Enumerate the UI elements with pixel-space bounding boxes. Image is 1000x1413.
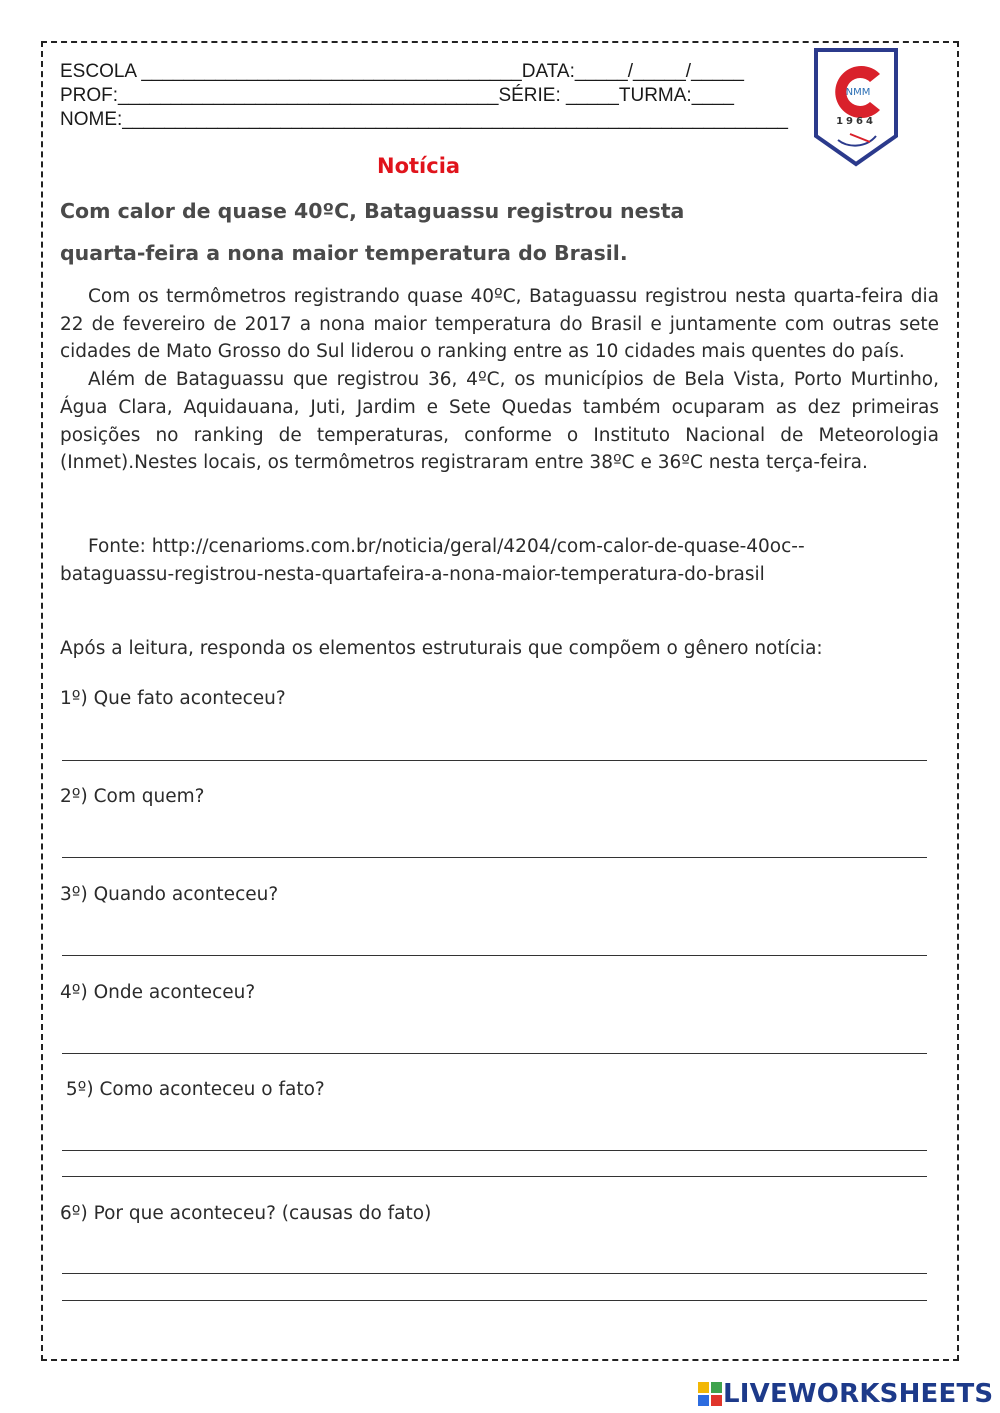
article-body [60,283,939,477]
answer-line-1[interactable] [62,760,927,761]
headline-line-1: Com calor de quase 40ºC, Bataguassu registrou nesta [60,199,685,223]
article-source [60,533,939,588]
answer-line-5b[interactable] [62,1176,927,1177]
answer-line-6b[interactable] [62,1300,927,1301]
question-6: 6º) Por que aconteceu? (causas do fato) [60,1203,432,1224]
header-name-line: NOME:_______________________________________________________________ [60,109,788,130]
question-2: 2º) Com quem? [60,786,205,807]
source-line-1: Fonte: http://cenarioms.com.br/noticia/geral/4204/com-calor-de-quase-40oc-- [88,536,805,557]
header-school-date-line: ESCOLA ____________________________________DATA:_____/_____/_____ [60,61,744,82]
question-5: 5º) Como aconteceu o fato? [60,1079,325,1100]
header-teacher-grade-line: PROF:____________________________________SÉRIE: _____TURMA:____ [60,85,734,106]
answer-line-6a[interactable] [62,1273,927,1274]
question-3: 3º) Quando aconteceu? [60,884,279,905]
answer-line-2[interactable] [62,857,927,858]
exercise-instruction: Após a leitura, responda os elementos estruturais que compõem o gênero notícia: [60,638,823,659]
question-1: 1º) Que fato aconteceu? [60,688,286,709]
headline-line-2: quarta-feira a nona maior temperatura do Brasil. [60,241,628,265]
crest-initials: NMM [845,87,871,98]
question-4: 4º) Onde aconteceu? [60,982,256,1003]
liveworksheets-watermark [697,1378,993,1410]
answer-line-5a[interactable] [62,1150,927,1151]
answer-line-4[interactable] [62,1053,927,1054]
genre-title: Notícia [377,154,461,178]
school-crest-icon [808,44,904,170]
liveworksheets-logo-icon [697,1381,723,1407]
article-paragraph-1: Com os termômetros registrando quase 40ºC, Bataguassu registrou nesta quarta-feira dia 22 de fevereiro de 2017 a nona maior temperatura do Brasil e juntamente com outras sete cidades de Mato Grosso do Sul liderou o ranking entre as 10 cidades mais quentes do país. [60,286,939,363]
watermark-text: LIVEWORKSHEETS [723,1379,994,1409]
answer-line-3[interactable] [62,955,927,956]
source-line-2: bataguassu-registrou-nesta-quartafeira-a-nona-maior-temperatura-do-brasil [60,563,765,585]
crest-year: 1964 [836,116,876,127]
article-paragraph-2: Além de Bataguassu que registrou 36, 4ºC, os municípios de Bela Vista, Porto Murtinho, Água Clara, Aquidauana, Juti, Jardim e Sete Quedas também ocuparam as dez primeiras posições no ranking de temperaturas, conforme o Instituto Nacional de Meteorologia (Inmet).Nestes locais, os termômetros registraram entre 38ºC e 36ºC nesta terça-feira. [60,369,939,474]
